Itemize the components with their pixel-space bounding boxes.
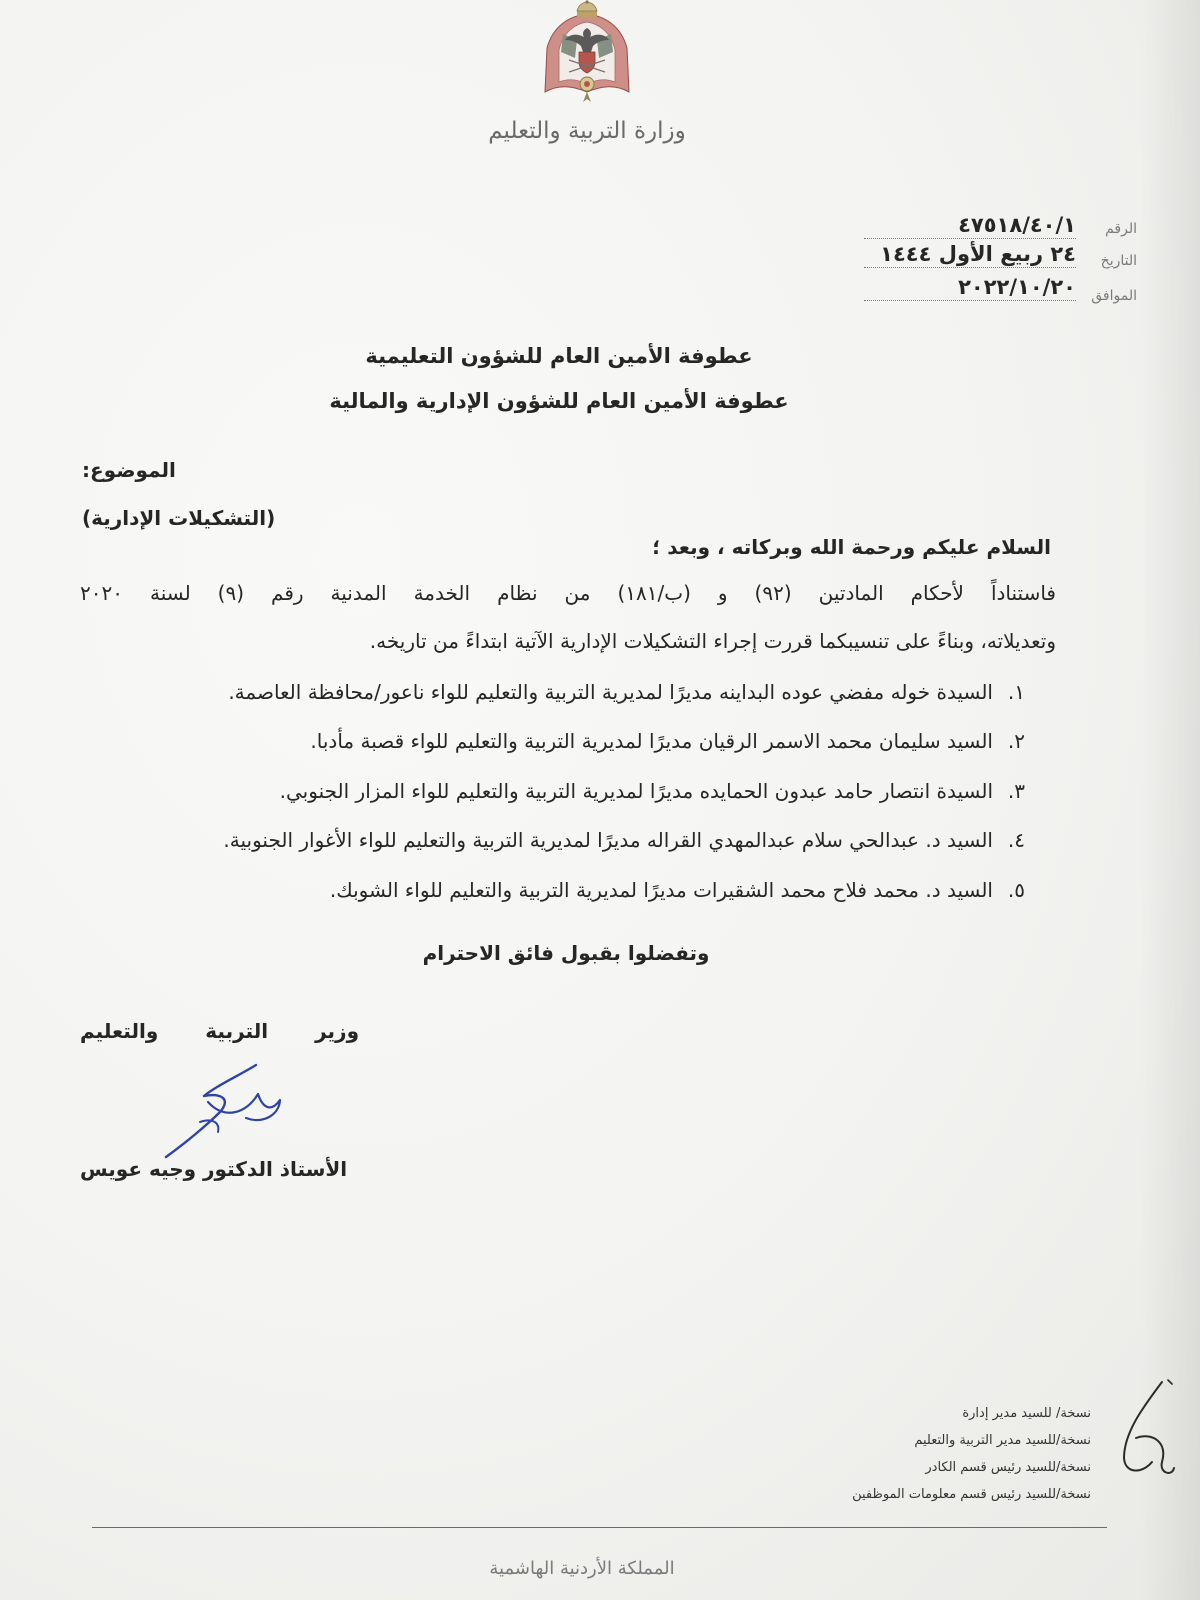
decision-number: ١. (1007, 679, 1025, 704)
decision-item (223, 717, 1025, 767)
addressee-educational-affairs: عطوفة الأمين العام للشؤون التعليمية (365, 344, 753, 368)
reference-gregorian-value-line (864, 274, 1076, 301)
decision-item (223, 816, 1025, 866)
greeting: السلام عليكم ورحمة الله وبركاته ، وبعد ؛ (652, 535, 1051, 559)
addressee-administrative-affairs: عطوفة الأمين العام للشؤون الإدارية والمالية (329, 389, 789, 413)
scan-edge-shadow (1140, 0, 1200, 1600)
reference-number-value: ٤٧٥١٨/٤٠/١ (958, 213, 1076, 237)
reference-number-label: الرقم (1105, 221, 1137, 237)
body-paragraph-line-1: فاستناداً لأحكام المادتين (٩٢) و (ب/١٨١) من نظام الخدمة المدنية رقم (٩) لسنة ٢٠٢٠ (80, 581, 1056, 605)
coat-of-arms-emblem (537, 0, 637, 105)
signatory-title: وزير التربية والتعليم (80, 1019, 359, 1043)
reference-date-value-line (864, 241, 1076, 268)
decision-item (223, 865, 1025, 915)
copy-recipient: نسخة/ للسيد مدير إدارة (962, 1406, 1091, 1421)
handwritten-initials (1112, 1378, 1177, 1483)
decision-text: السيدة انتصار حامد عبدون الحمايده مديرًا لمديرية التربية والتعليم للواء المزار الجنوبي. (279, 778, 993, 803)
closing-phrase: وتفضلوا بقبول فائق الاحترام (422, 941, 710, 965)
decision-item (223, 667, 1025, 717)
footer-country-name: المملكة الأردنية الهاشمية (489, 1558, 675, 1579)
body-paragraph-line-2: وتعديلاته، وبناءً على تنسيبكما قررت إجراء التشكيلات الإدارية الآتية ابتداءً من تاريخه. (369, 629, 1056, 653)
reference-number-value-line (864, 212, 1076, 239)
copies-list (852, 1400, 1091, 1508)
decision-number: ٥. (1007, 877, 1025, 902)
decision-number: ٤. (1007, 828, 1025, 853)
handwritten-signature (160, 1060, 290, 1160)
subject-label: الموضوع: (82, 458, 176, 482)
reference-gregorian-value: ٢٠٢٢/١٠/٢٠ (958, 275, 1076, 299)
decision-text: السيد سليمان محمد الاسمر الرقيان مديرًا لمديرية التربية والتعليم للواء قصبة مأدبا. (310, 729, 993, 754)
ministry-name: وزارة التربية والتعليم (488, 118, 686, 144)
copy-recipient: نسخة/للسيد مدير التربية والتعليم (914, 1433, 1091, 1448)
decisions-list (223, 667, 1025, 915)
decision-text: السيدة خوله مفضي عوده البداينه مديرًا لمديرية التربية والتعليم للواء ناعور/محافظة العاصمة. (228, 679, 993, 704)
reference-date-label: التاريخ (1100, 253, 1137, 269)
signatory-name: الأستاذ الدكتور وجيه عويس (80, 1157, 348, 1181)
decision-item (223, 766, 1025, 816)
decision-text: السيد د. محمد فلاح محمد الشقيرات مديرًا لمديرية التربية والتعليم للواء الشوبك. (329, 877, 993, 902)
decision-number: ٢. (1007, 729, 1025, 754)
reference-gregorian-label: الموافق (1091, 288, 1137, 304)
subject-value: (التشكيلات الإدارية) (82, 506, 276, 530)
footer-divider (92, 1527, 1107, 1528)
emblem-crown (577, 0, 597, 17)
reference-date-value: ٢٤ ربيع الأول ١٤٤٤ (880, 242, 1076, 266)
copy-recipient: نسخة/للسيد رئيس قسم معلومات الموظفين (852, 1487, 1091, 1502)
decision-number: ٣. (1007, 778, 1025, 803)
decision-text: السيد د. عبدالحي سلام عبدالمهدي القراله مديرًا لمديرية التربية والتعليم للواء الأغوار الجنوبية. (223, 828, 993, 853)
copy-recipient: نسخة/للسيد رئيس قسم الكادر (925, 1460, 1091, 1475)
